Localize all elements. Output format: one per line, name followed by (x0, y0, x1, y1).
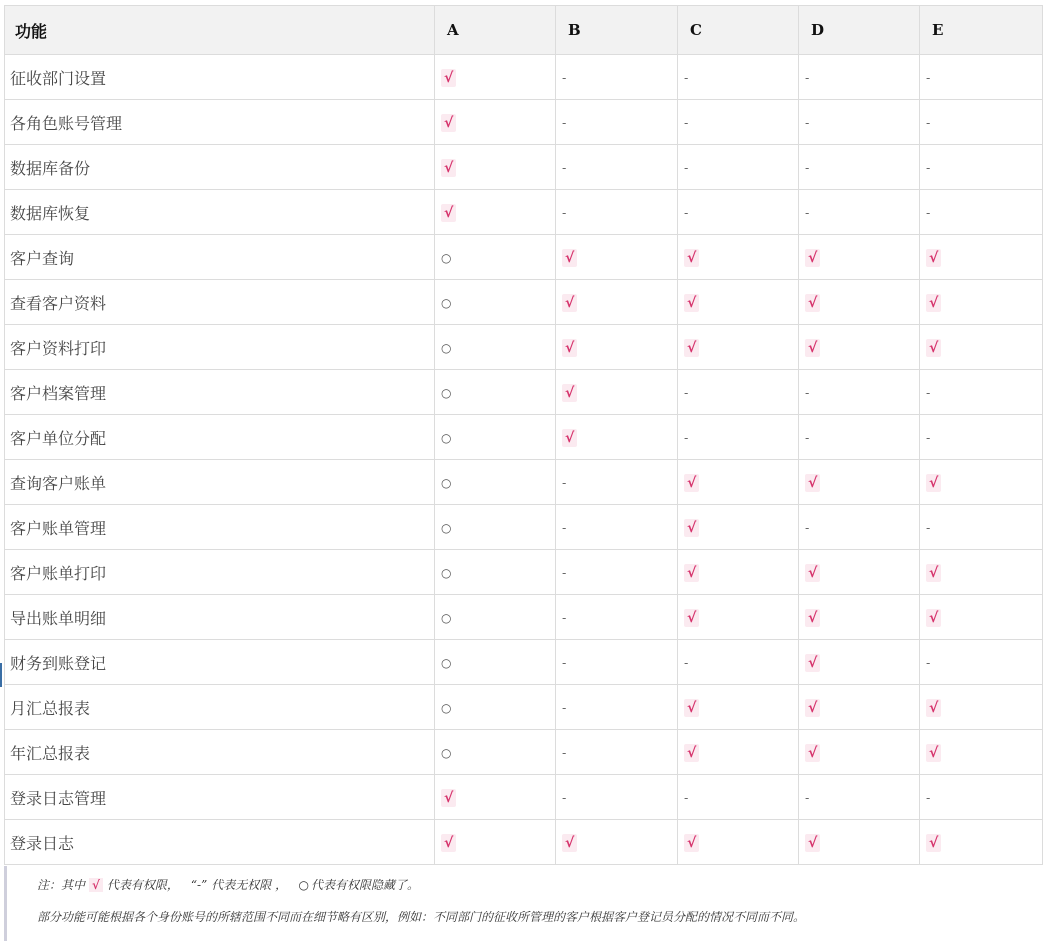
permission-yes-mark: √ (562, 294, 577, 312)
permission-cell-role-a (435, 325, 556, 370)
permission-yes-mark: √ (926, 294, 941, 312)
permission-no-mark: - (562, 520, 567, 535)
permission-cell-role-e (920, 100, 1043, 145)
permission-no-mark: - (684, 115, 689, 130)
permission-cell-role-e (920, 460, 1043, 505)
permission-cell-role-a (435, 145, 556, 190)
function-name-cell: 客户账单管理 (5, 505, 435, 550)
permission-no-mark: - (926, 385, 931, 400)
permission-no-mark: - (562, 475, 567, 490)
permission-cell-role-c (678, 145, 799, 190)
function-name-cell: 登录日志 (5, 820, 435, 865)
legend-dash-symbol: “-” (190, 878, 208, 892)
permission-cell-role-b (556, 775, 678, 820)
permission-cell-role-a (435, 280, 556, 325)
table-row (5, 280, 1043, 325)
permission-cell-role-e (920, 640, 1043, 685)
column-header-function: 功能 (5, 6, 435, 55)
permission-cell-role-b (556, 235, 678, 280)
permission-yes-mark: √ (926, 699, 941, 717)
permission-yes-mark: √ (805, 249, 820, 267)
permission-cell-role-b (556, 145, 678, 190)
permission-no-mark: - (805, 385, 810, 400)
permission-yes-mark: √ (805, 609, 820, 627)
permission-yes-mark: √ (805, 339, 820, 357)
permission-cell-role-d (799, 280, 920, 325)
permission-cell-role-c (678, 730, 799, 775)
permission-no-mark: - (926, 70, 931, 85)
legend-note (4, 866, 1042, 941)
permission-cell-role-d (799, 685, 920, 730)
function-name-cell: 月汇总报表 (5, 685, 435, 730)
function-name-cell: 导出账单明细 (5, 595, 435, 640)
permission-yes-mark: √ (805, 744, 820, 762)
permission-no-mark: - (562, 790, 567, 805)
permission-no-mark: - (805, 160, 810, 175)
permission-no-mark: - (805, 520, 810, 535)
table-header-row (5, 6, 1043, 55)
permission-cell-role-a (435, 190, 556, 235)
function-name-cell: 登录日志管理 (5, 775, 435, 820)
permission-cell-role-b (556, 280, 678, 325)
table-row (5, 190, 1043, 235)
permission-cell-role-b (556, 640, 678, 685)
note-detail: 部分功能可能根据各个身份账号的所辖范围不同而在细节略有区别，例如：不同部门的征收所管理的客户根据客户登记员分配的情况不同而不同。 (37, 910, 806, 924)
permission-cell-role-e (920, 145, 1043, 190)
permission-no-mark: - (562, 160, 567, 175)
permission-yes-mark: √ (562, 339, 577, 357)
permission-hidden-mark: ○ (441, 340, 452, 355)
table-body (5, 55, 1043, 865)
permission-cell-role-e (920, 55, 1043, 100)
column-header-role-e: E (920, 6, 1043, 55)
permission-cell-role-c (678, 235, 799, 280)
column-header-role-a: A (435, 6, 556, 55)
table-row (5, 325, 1043, 370)
legend-yes-text: 代表有权限， (106, 878, 179, 892)
legend-check-symbol: √ (89, 878, 103, 892)
column-header-role-d: D (799, 6, 920, 55)
permission-no-mark: - (684, 430, 689, 445)
permission-cell-role-c (678, 640, 799, 685)
table-row (5, 595, 1043, 640)
permission-yes-mark: √ (684, 609, 699, 627)
permission-cell-role-e (920, 775, 1043, 820)
permission-no-mark: - (926, 655, 931, 670)
permission-cell-role-b (556, 100, 678, 145)
permission-cell-role-b (556, 595, 678, 640)
permission-cell-role-d (799, 460, 920, 505)
function-name-cell: 客户查询 (5, 235, 435, 280)
permission-cell-role-d (799, 820, 920, 865)
permission-cell-role-b (556, 55, 678, 100)
function-name-cell: 各角色账号管理 (5, 100, 435, 145)
permission-yes-mark: √ (684, 519, 699, 537)
permission-no-mark: - (562, 700, 567, 715)
permission-yes-mark: √ (805, 564, 820, 582)
permission-cell-role-b (556, 460, 678, 505)
permission-cell-role-c (678, 550, 799, 595)
legend-line (37, 876, 419, 893)
table-row (5, 505, 1043, 550)
permission-no-mark: - (562, 205, 567, 220)
permission-cell-role-d (799, 505, 920, 550)
function-name-cell: 数据库恢复 (5, 190, 435, 235)
permission-yes-mark: √ (684, 249, 699, 267)
permission-yes-mark: √ (441, 159, 456, 177)
function-name-cell: 客户资料打印 (5, 325, 435, 370)
table-row (5, 145, 1043, 190)
permission-cell-role-d (799, 640, 920, 685)
permission-cell-role-c (678, 820, 799, 865)
permission-cell-role-e (920, 235, 1043, 280)
permission-cell-role-c (678, 505, 799, 550)
permission-cell-role-a (435, 775, 556, 820)
permission-cell-role-e (920, 370, 1043, 415)
table-row (5, 100, 1043, 145)
permission-hidden-mark: ○ (441, 745, 452, 760)
table-row (5, 460, 1043, 505)
permission-cell-role-a (435, 100, 556, 145)
function-name-cell: 财务到账登记 (5, 640, 435, 685)
permission-yes-mark: √ (562, 429, 577, 447)
table-row (5, 415, 1043, 460)
permission-no-mark: - (684, 205, 689, 220)
permission-no-mark: - (684, 70, 689, 85)
table-row (5, 235, 1043, 280)
permission-cell-role-e (920, 415, 1043, 460)
permission-yes-mark: √ (926, 744, 941, 762)
permission-yes-mark: √ (805, 834, 820, 852)
permission-cell-role-e (920, 325, 1043, 370)
permission-cell-role-d (799, 730, 920, 775)
permission-cell-role-e (920, 280, 1043, 325)
permission-yes-mark: √ (684, 339, 699, 357)
permission-cell-role-c (678, 415, 799, 460)
permission-hidden-mark: ○ (441, 250, 452, 265)
function-name-cell: 征收部门设置 (5, 55, 435, 100)
function-name-cell: 年汇总报表 (5, 730, 435, 775)
permission-no-mark: - (684, 790, 689, 805)
permission-cell-role-d (799, 190, 920, 235)
permission-cell-role-e (920, 685, 1043, 730)
permission-cell-role-c (678, 55, 799, 100)
function-name-cell: 客户单位分配 (5, 415, 435, 460)
permission-cell-role-d (799, 550, 920, 595)
permission-cell-role-a (435, 415, 556, 460)
permission-no-mark: - (684, 655, 689, 670)
permission-hidden-mark: ○ (441, 385, 452, 400)
permission-yes-mark: √ (926, 474, 941, 492)
permission-yes-mark: √ (926, 564, 941, 582)
permission-no-mark: - (562, 655, 567, 670)
permission-yes-mark: √ (441, 789, 456, 807)
table-row (5, 820, 1043, 865)
permission-no-mark: - (926, 520, 931, 535)
function-name-cell: 查看客户资料 (5, 280, 435, 325)
permission-no-mark: - (805, 70, 810, 85)
permission-yes-mark: √ (805, 294, 820, 312)
table-row (5, 640, 1043, 685)
permission-cell-role-e (920, 190, 1043, 235)
permission-no-mark: - (926, 115, 931, 130)
permission-no-mark: - (562, 610, 567, 625)
permission-cell-role-b (556, 370, 678, 415)
permission-cell-role-e (920, 550, 1043, 595)
permission-cell-role-c (678, 595, 799, 640)
permission-no-mark: - (562, 115, 567, 130)
permission-hidden-mark: ○ (441, 655, 452, 670)
permission-cell-role-a (435, 685, 556, 730)
permission-cell-role-c (678, 685, 799, 730)
permission-yes-mark: √ (562, 834, 577, 852)
permission-no-mark: - (805, 115, 810, 130)
permission-no-mark: - (562, 70, 567, 85)
column-header-role-b: B (556, 6, 678, 55)
permission-table (4, 5, 1043, 865)
permission-hidden-mark: ○ (441, 475, 452, 490)
permission-cell-role-b (556, 685, 678, 730)
table-row (5, 685, 1043, 730)
permission-yes-mark: √ (684, 834, 699, 852)
permission-cell-role-c (678, 460, 799, 505)
permission-cell-role-d (799, 145, 920, 190)
permission-cell-role-a (435, 820, 556, 865)
permission-cell-role-a (435, 640, 556, 685)
table-row (5, 55, 1043, 100)
permission-cell-role-c (678, 370, 799, 415)
permission-no-mark: - (805, 205, 810, 220)
permission-yes-mark: √ (926, 339, 941, 357)
permission-yes-mark: √ (441, 69, 456, 87)
permission-hidden-mark: ○ (441, 565, 452, 580)
permission-hidden-mark: ○ (441, 610, 452, 625)
permission-cell-role-b (556, 415, 678, 460)
permission-cell-role-b (556, 550, 678, 595)
permission-yes-mark: √ (441, 114, 456, 132)
function-name-cell: 数据库备份 (5, 145, 435, 190)
table-row (5, 370, 1043, 415)
permission-cell-role-a (435, 235, 556, 280)
permission-cell-role-b (556, 190, 678, 235)
permission-yes-mark: √ (805, 699, 820, 717)
permission-yes-mark: √ (684, 699, 699, 717)
permission-cell-role-d (799, 100, 920, 145)
left-edge-marker (0, 663, 2, 687)
permission-hidden-mark: ○ (441, 520, 452, 535)
permission-cell-role-c (678, 325, 799, 370)
permission-no-mark: - (926, 205, 931, 220)
permission-cell-role-e (920, 505, 1043, 550)
permission-cell-role-a (435, 460, 556, 505)
permission-yes-mark: √ (926, 609, 941, 627)
permission-yes-mark: √ (562, 384, 577, 402)
legend-hidden-symbol: ○ (298, 878, 310, 892)
permission-cell-role-d (799, 325, 920, 370)
permission-cell-role-d (799, 55, 920, 100)
permission-yes-mark: √ (562, 249, 577, 267)
permission-cell-role-a (435, 55, 556, 100)
permission-yes-mark: √ (684, 564, 699, 582)
permission-cell-role-b (556, 505, 678, 550)
table-row (5, 730, 1043, 775)
permission-cell-role-e (920, 730, 1043, 775)
function-name-cell: 查询客户账单 (5, 460, 435, 505)
permission-no-mark: - (805, 790, 810, 805)
permission-cell-role-c (678, 280, 799, 325)
permission-cell-role-c (678, 190, 799, 235)
table-row (5, 550, 1043, 595)
legend-prefix: 注：其中 (37, 878, 86, 892)
permission-cell-role-a (435, 505, 556, 550)
permission-yes-mark: √ (926, 249, 941, 267)
permission-cell-role-d (799, 415, 920, 460)
permission-hidden-mark: ○ (441, 430, 452, 445)
permission-cell-role-b (556, 325, 678, 370)
permission-no-mark: - (684, 385, 689, 400)
permission-yes-mark: √ (805, 654, 820, 672)
permission-yes-mark: √ (441, 834, 456, 852)
permission-no-mark: - (684, 160, 689, 175)
permission-cell-role-a (435, 550, 556, 595)
permission-cell-role-d (799, 595, 920, 640)
permission-no-mark: - (926, 160, 931, 175)
permission-yes-mark: √ (926, 834, 941, 852)
permission-hidden-mark: ○ (441, 295, 452, 310)
permission-yes-mark: √ (684, 744, 699, 762)
function-name-cell: 客户账单打印 (5, 550, 435, 595)
function-name-cell: 客户档案管理 (5, 370, 435, 415)
permission-no-mark: - (562, 565, 567, 580)
permission-cell-role-a (435, 595, 556, 640)
permission-cell-role-e (920, 820, 1043, 865)
permission-cell-role-b (556, 820, 678, 865)
permission-yes-mark: √ (684, 474, 699, 492)
permission-no-mark: - (805, 430, 810, 445)
permission-yes-mark: √ (805, 474, 820, 492)
permission-cell-role-a (435, 730, 556, 775)
permission-cell-role-d (799, 235, 920, 280)
permission-cell-role-d (799, 370, 920, 415)
permission-cell-role-c (678, 775, 799, 820)
permission-cell-role-c (678, 100, 799, 145)
permission-yes-mark: √ (684, 294, 699, 312)
permission-cell-role-a (435, 370, 556, 415)
permission-no-mark: - (926, 790, 931, 805)
column-header-role-c: C (678, 6, 799, 55)
legend-hidden-text: 代表有权限隐藏了。 (311, 878, 420, 892)
permission-cell-role-d (799, 775, 920, 820)
permission-hidden-mark: ○ (441, 700, 452, 715)
table-row (5, 775, 1043, 820)
permission-cell-role-b (556, 730, 678, 775)
permission-no-mark: - (562, 745, 567, 760)
permission-cell-role-e (920, 595, 1043, 640)
legend-no-text: 代表无权限 ， (211, 878, 288, 892)
permission-yes-mark: √ (441, 204, 456, 222)
permission-no-mark: - (926, 430, 931, 445)
